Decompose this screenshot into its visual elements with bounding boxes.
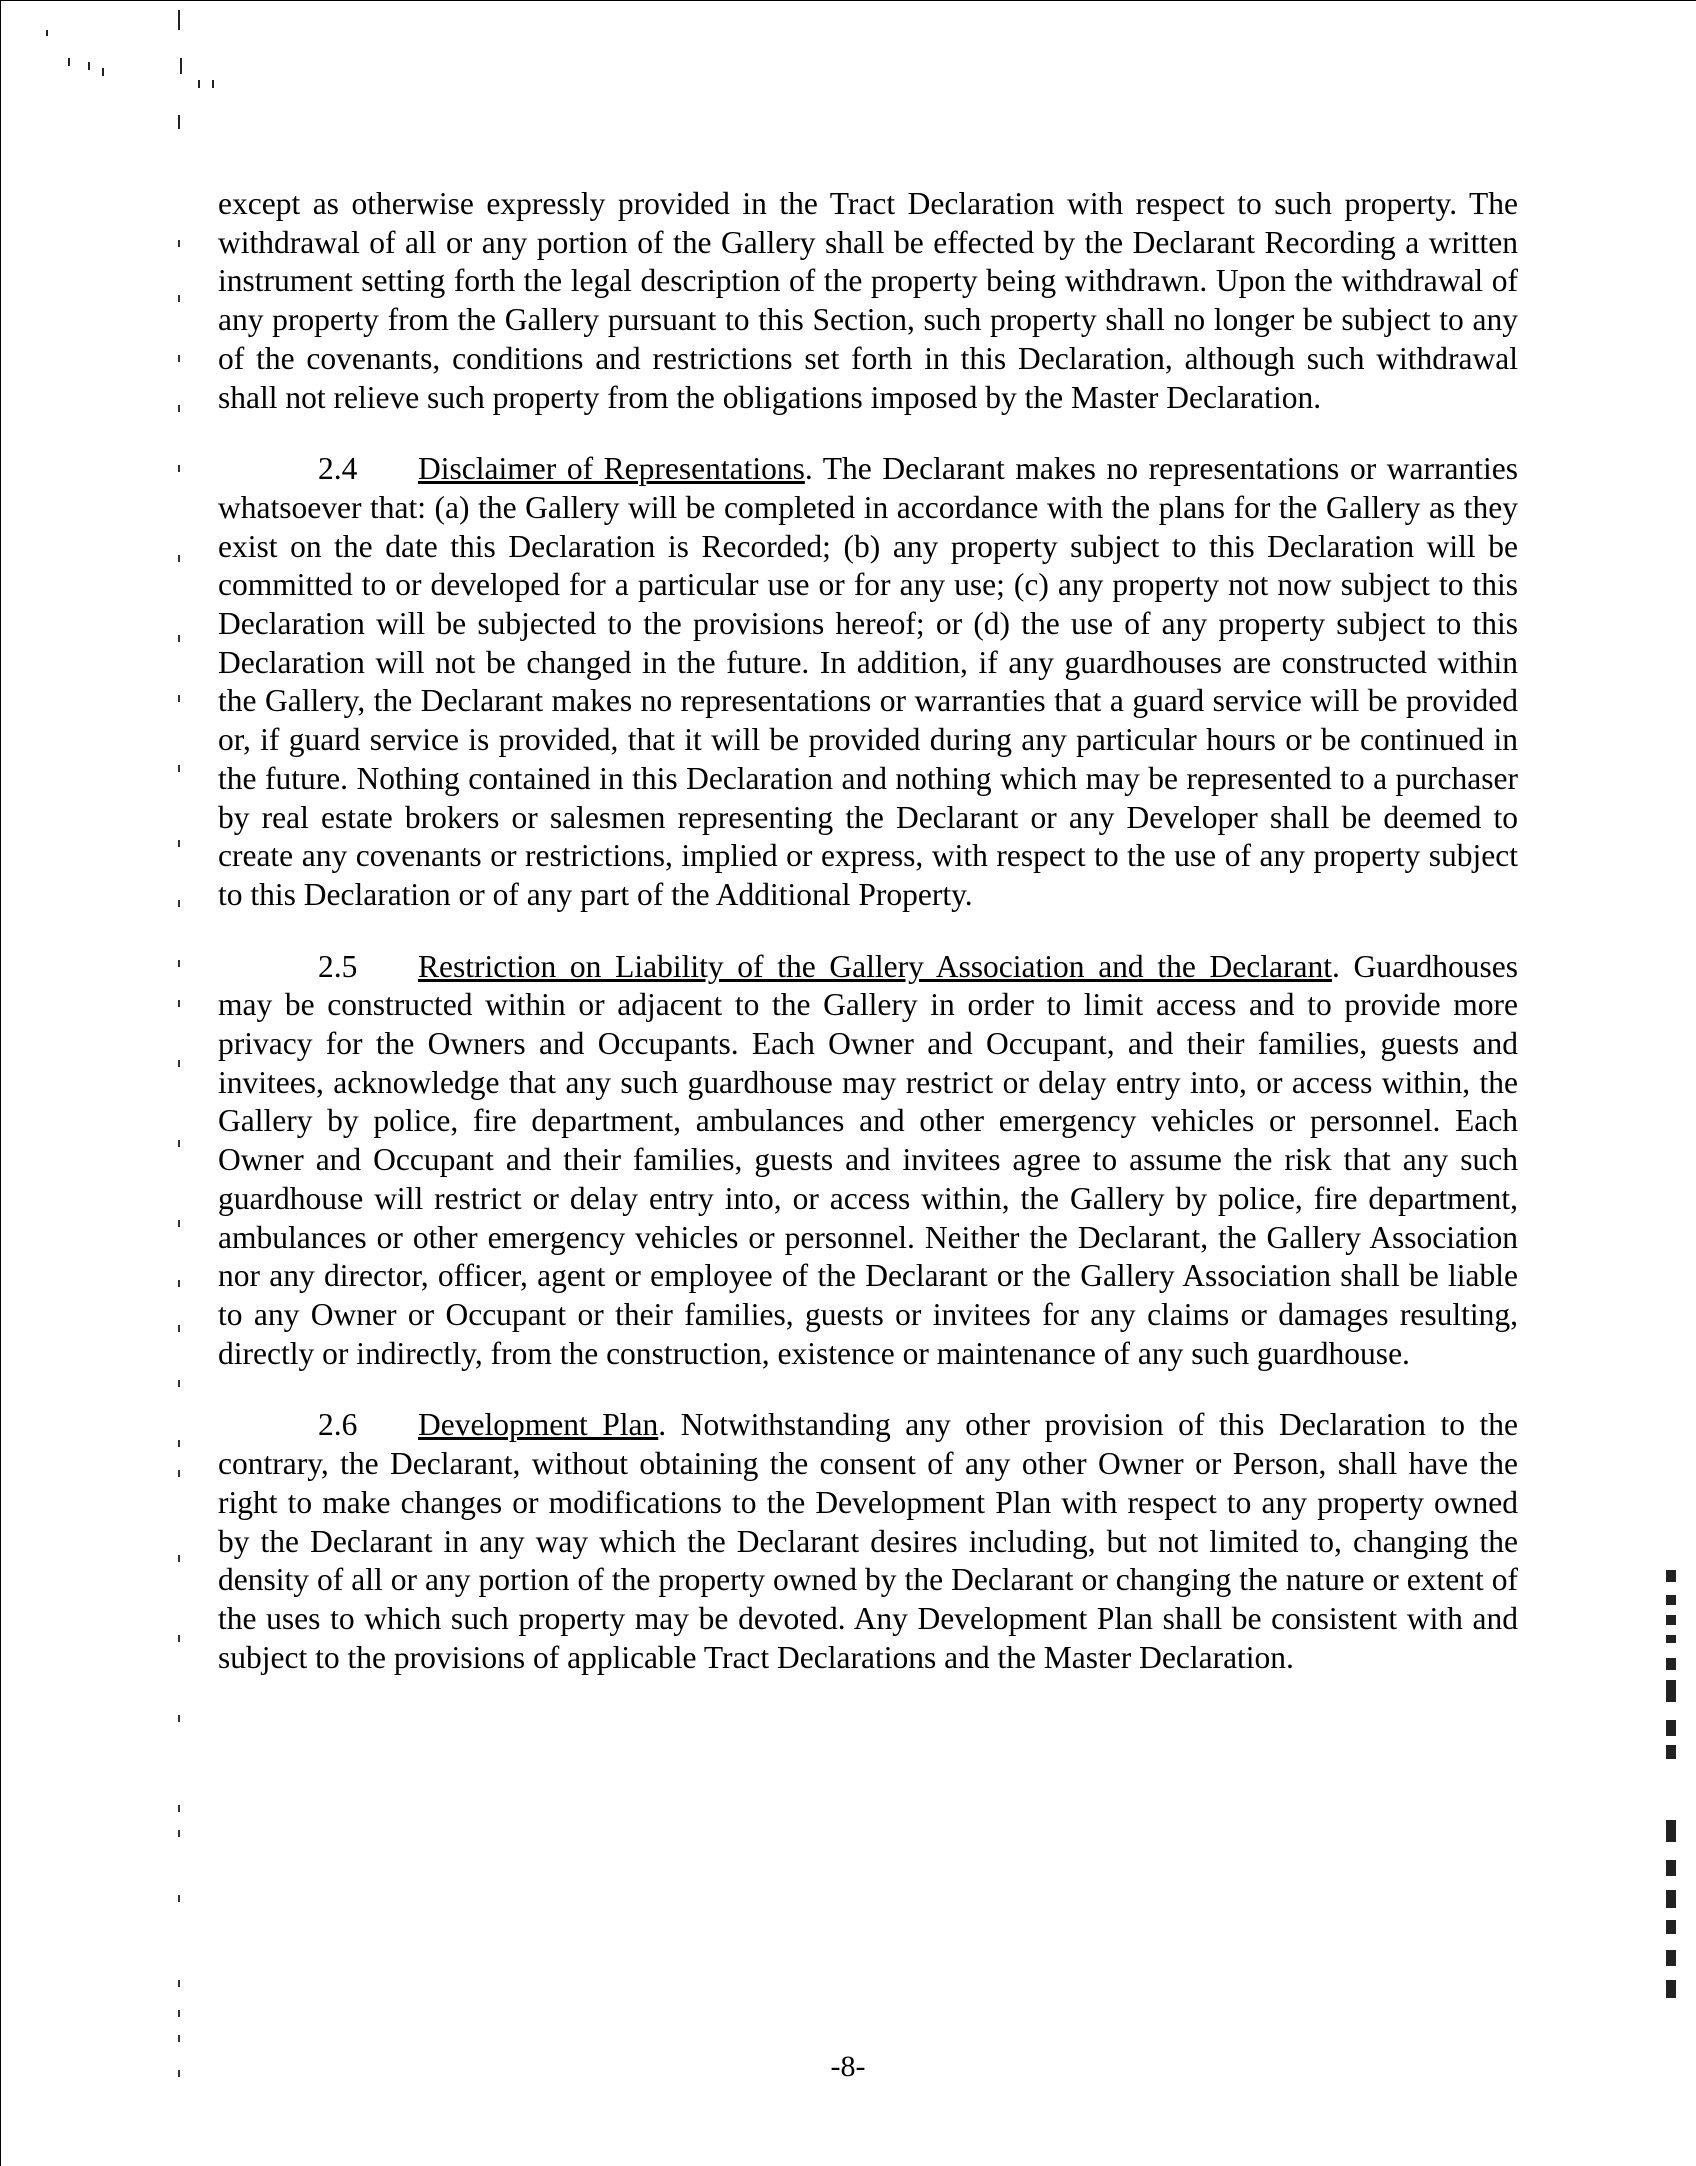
section-heading: Disclaimer of Representations (418, 451, 805, 487)
scan-margin-ticks (176, 180, 182, 2060)
section-2-6 (218, 1406, 1518, 1677)
section-text: . The Declarant makes no representations or warranties whatsoever that: (a) the Gallery will be completed in accordance with the plans for the Gallery as they exist on the date this Declaration is Recorded; (b) any property subject to this Declaration will be committed to or developed for a particular use or for any use; (c) any property not now subject to this Declaration will be subjected to the provisions hereof; or (d) the use of any property subject to this Declaration will not be changed in the future. In addition, if any guardhouses are constructed within the Gallery, the Declarant makes no representations or warranties that a guard service will be provided or, if guard service is provided, that it will be provided during any particular hours or be continued in the future. Nothing contained in this Declaration and nothing which may be represented to a purchaser by real estate brokers or salesmen representing the Declarant or any Developer shall be deemed to create any covenants or restrictions, implied or express, with respect to the use of any property subject to this Declaration or of any part of the Additional Property. (218, 451, 1518, 912)
scan-side-stamp (1660, 1570, 1684, 1800)
section-heading: Restriction on Liability of the Gallery Association and the Declarant (418, 948, 1332, 984)
paragraph-continuation: except as otherwise expressly provided in the Tract Declaration with respect to such property. The withdrawal of all or any portion of the Gallery shall be effected by the Declarant Recording a written instrument setting forth the legal description of the property being withdrawn. Upon the withdrawal of any property from the Gallery pursuant to this Section, such property shall no longer be subject to any of the covenants, conditions and restrictions set forth in this Declaration, although such withdrawal shall not relieve such property from the obligations imposed by the Master Declaration. (218, 186, 1518, 415)
section-2-4 (218, 450, 1518, 914)
page-left-edge (0, 0, 1, 2166)
scan-side-stamp-lower (1660, 1820, 1684, 2020)
scan-corner-marks (40, 10, 240, 130)
section-text: . Guardhouses may be constructed within or adjacent to the Gallery in order to limit access and to provide more privacy for the Owners and Occupants. Each Owner and Occupant, and their families, guests and invitees, acknowledge that any such guardhouse may restrict or delay entry into, or access within, the Gallery by police, fire department, ambulances and other emergency vehicles or personnel. Each Owner and Occupant and their families, guests and invitees agree to assume the risk that any such guardhouse will restrict or delay entry into, or access within, the Gallery by police, fire department, ambulances or other emergency vehicles or personnel. Neither the Declarant, the Gallery Association nor any director, officer, agent or employee of the Declarant or the Gallery Association shall be liable to any Owner or Occupant or their families, guests or invitees for any claims or damages resulting, directly or indirectly, from the construction, existence or maintenance of any such guardhouse. (218, 948, 1519, 1371)
section-heading: Development Plan (418, 1407, 659, 1443)
page-top-edge (0, 0, 1696, 1)
section-text: . Notwithstanding any other provision of this Declaration to the contrary, the Declarant, without obtaining the consent of any other Owner or Person, shall have the right to make changes or modifications to the Development Plan with respect to any property owned by the Declarant in any way which the Declarant desires including, but not limited to, changing the density of all or any portion of the property owned by the Declarant or changing the nature or extent of the uses to which such property may be devoted. Any Development Plan shall be consistent with and subject to the provisions of applicable Tract Declarations and the Master Declaration. (218, 1407, 1519, 1675)
section-number: 2.4 (318, 451, 358, 487)
section-number: 2.5 (318, 948, 358, 984)
section-number: 2.6 (318, 1407, 358, 1443)
section-2-5 (218, 948, 1518, 1374)
page-number: -8- (830, 2050, 866, 2083)
document-body (218, 185, 1518, 1710)
